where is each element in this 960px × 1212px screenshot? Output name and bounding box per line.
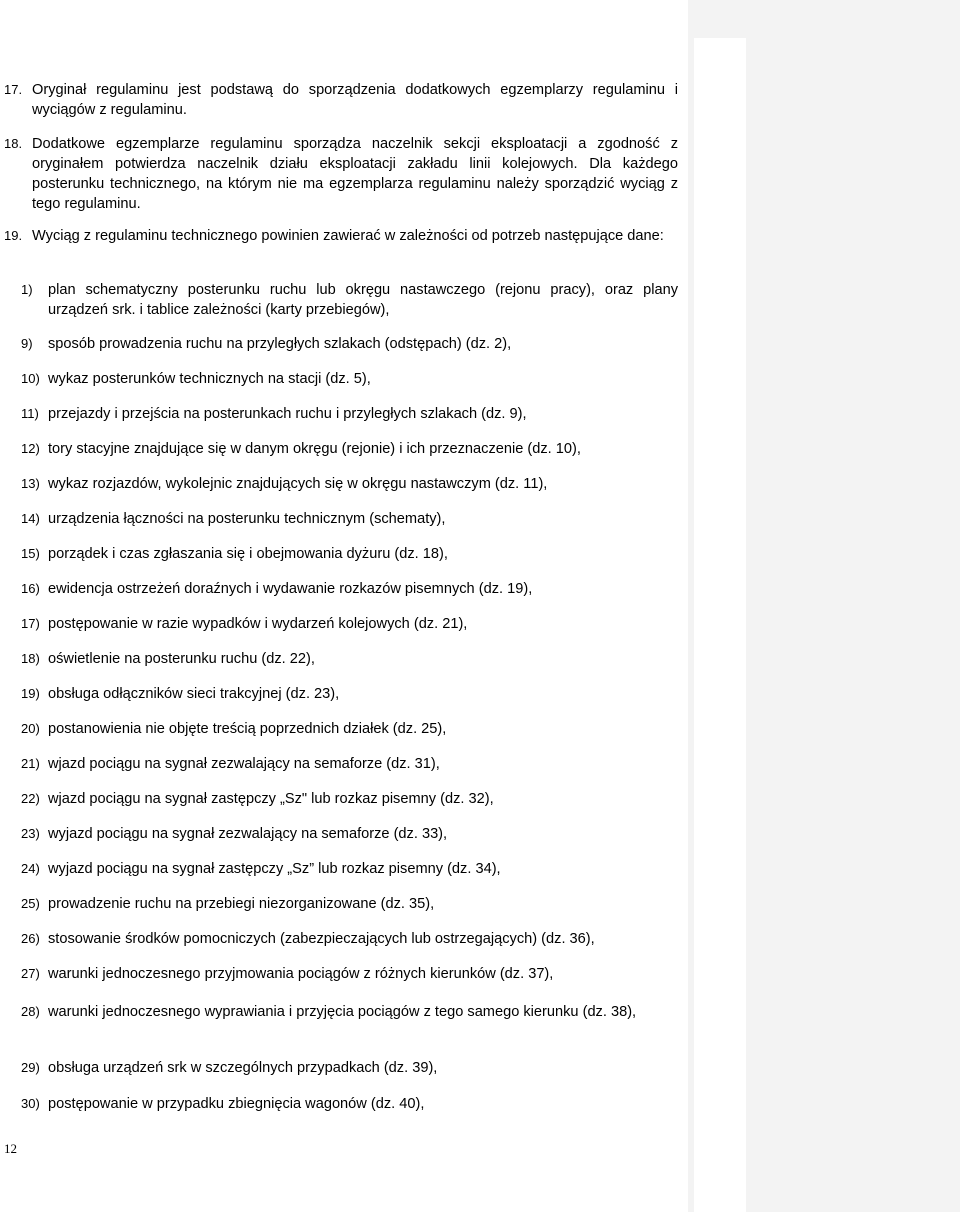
list-item-text: postępowanie w razie wypadków i wydarzeń kolejowych (dz. 21), [48, 616, 468, 632]
list-item-text: przejazdy i przejścia na posterunkach ruchu i przyległych szlakach (dz. 9), [48, 406, 527, 422]
list-item-number: 19) [21, 686, 40, 701]
list-item-text: obsługa odłączników sieci trakcyjnej (dz. 23), [48, 686, 340, 702]
list-item-text: wyjazd pociągu na sygnał zastępczy „Sz” lub rozkaz pisemny (dz. 34), [48, 861, 501, 877]
list-item-number: 18) [21, 651, 40, 666]
comment-margin-pane [688, 0, 960, 1212]
paragraph-number: 18. [4, 136, 23, 151]
list-item-text: plan schematyczny posterunku ruchu lub okręgu nastawczego (rejonu pracy), oraz plany urządzeń srk. i tablice zależności (karty przebiegów), [48, 282, 678, 318]
list-item-text: wyjazd pociągu na sygnał zezwalający na semaforze (dz. 33), [48, 826, 448, 842]
list-item-number: 27) [21, 966, 40, 981]
list-item-number: 11) [21, 406, 39, 421]
paragraph-text: Wyciąg z regulaminu technicznego powinien zawierać w zależności od potrzeb następujące dane: [32, 228, 664, 244]
list-item-number: 17) [21, 616, 40, 631]
list-item-text: porządek i czas zgłaszania się i obejmowania dyżuru (dz. 18), [48, 546, 448, 562]
list-item-text: warunki jednoczesnego wyprawiania i przyjęcia pociągów z tego samego kierunku (dz. 38), [48, 1004, 637, 1020]
list-item-number: 9) [21, 336, 33, 351]
list-item-number: 26) [21, 931, 40, 946]
list-item-text: stosowanie środków pomocniczych (zabezpieczających lub ostrzegających) (dz. 36), [48, 931, 595, 947]
paragraph-text: Oryginał regulaminu jest podstawą do sporządzenia dodatkowych egzemplarzy regulaminu i wyciągów z regulaminu. [32, 82, 678, 118]
page-number: 12 [4, 1141, 17, 1156]
list-item-text: postępowanie w przypadku zbiegnięcia wagonów (dz. 40), [48, 1096, 425, 1112]
list-item-number: 12) [21, 441, 40, 456]
list-item-number: 29) [21, 1060, 40, 1075]
list-item-number: 22) [21, 791, 40, 806]
list-item-number: 30) [21, 1096, 40, 1111]
list-item-number: 10) [21, 371, 40, 386]
list-item-number: 13) [21, 476, 40, 491]
list-item-number: 16) [21, 581, 40, 596]
list-item-text: warunki jednoczesnego przyjmowania pociągów z różnych kierunków (dz. 37), [48, 966, 554, 982]
list-item-text: wykaz rozjazdów, wykolejnic znajdujących się w okręgu nastawczym (dz. 11), [48, 476, 548, 492]
list-item-text: postanowienia nie objęte treścią poprzednich działek (dz. 25), [48, 721, 447, 737]
paragraph-number: 19. [4, 228, 23, 243]
list-item-text: sposób prowadzenia ruchu na przyległych szlakach (odstępach) (dz. 2), [48, 336, 512, 352]
list-item-text: obsługa urządzeń srk w szczególnych przypadkach (dz. 39), [48, 1060, 438, 1076]
list-item-number: 25) [21, 896, 40, 911]
list-item-number: 21) [21, 756, 40, 771]
list-item-text: wykaz posterunków technicznych na stacji (dz. 5), [48, 371, 371, 387]
list-item-text: prowadzenie ruchu na przebiegi niezorganizowane (dz. 35), [48, 896, 435, 912]
paragraph-text: Dodatkowe egzemplarze regulaminu sporządza naczelnik sekcji eksploatacji a zgodność z oryginałem potwierdza naczelnik działu eksploatacji zakładu linii kolejowych. Dla każdego posterunku technicznego, na którym nie ma egzemplarza regulaminu należy sporządzić wyciąg z tego regulaminu. [32, 136, 678, 212]
list-item-text: oświetlenie na posterunku ruchu (dz. 22), [48, 651, 315, 667]
list-item-number: 23) [21, 826, 40, 841]
list-item-text: tory stacyjne znajdujące się w danym okręgu (rejonie) i ich przeznaczenie (dz. 10), [48, 441, 581, 457]
list-item-text: wjazd pociągu na sygnał zezwalający na semaforze (dz. 31), [48, 756, 440, 772]
list-item-text: wjazd pociągu na sygnał zastępczy „Sz" lub rozkaz pisemny (dz. 32), [48, 791, 494, 807]
list-item-number: 1) [21, 282, 33, 297]
list-item-number: 24) [21, 861, 40, 876]
list-item-number: 20) [21, 721, 40, 736]
list-item-text: ewidencja ostrzeżeń doraźnych i wydawanie rozkazów pisemnych (dz. 19), [48, 581, 533, 597]
margin-box [694, 38, 746, 1212]
list-item-text: urządzenia łączności na posterunku technicznym (schematy), [48, 511, 446, 527]
list-item-number: 15) [21, 546, 40, 561]
list-item-number: 28) [21, 1004, 40, 1019]
list-item-number: 14) [21, 511, 40, 526]
paragraph-number: 17. [4, 82, 23, 97]
